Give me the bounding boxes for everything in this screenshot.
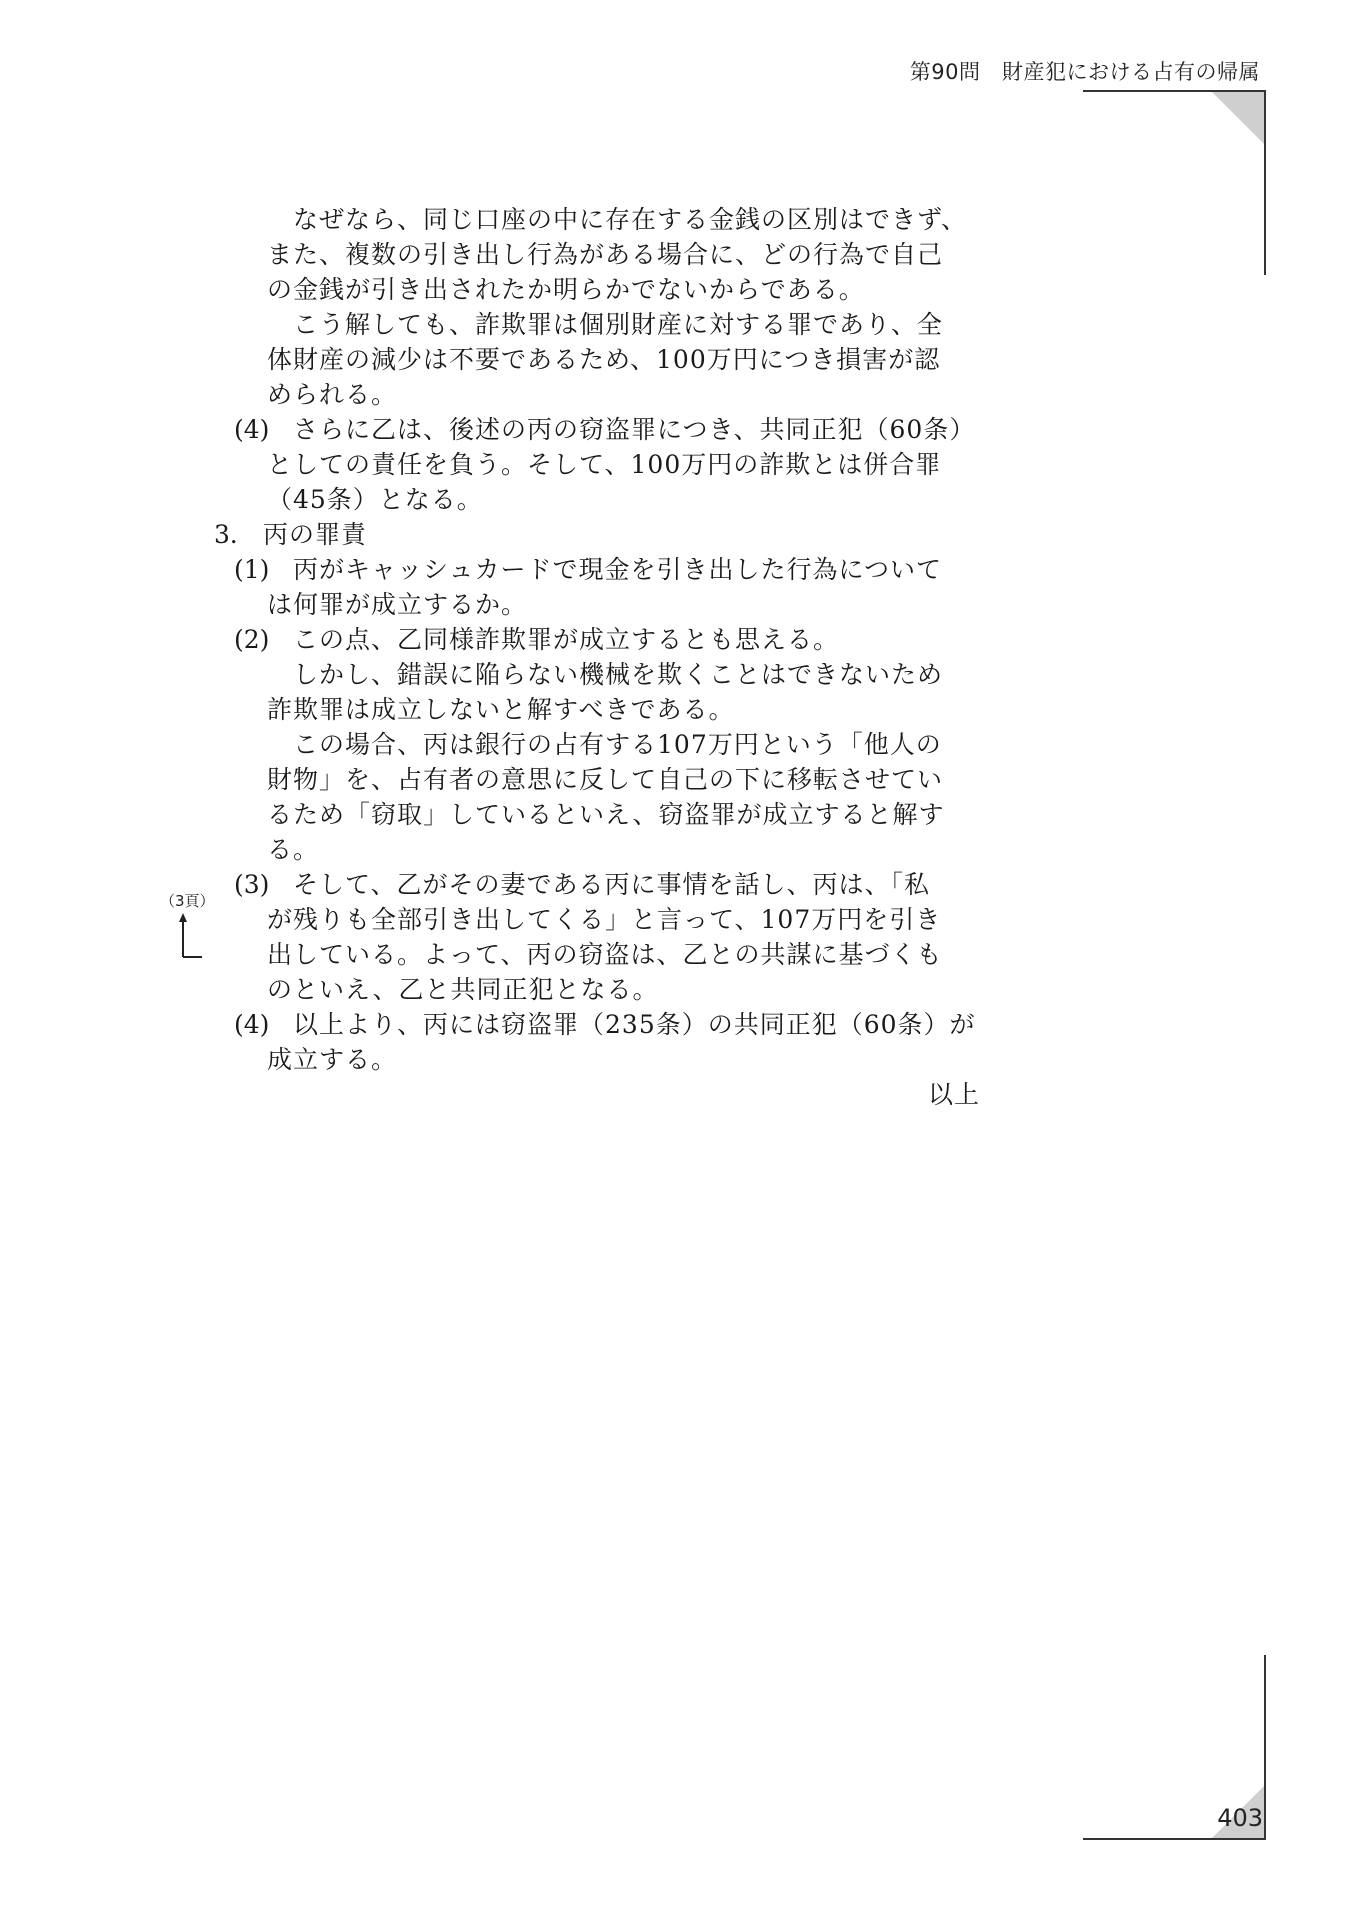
text-line: が残りも全部引き出してくる」と言って、107万円を引き — [267, 905, 942, 934]
margin-reference-note: （3頁） — [160, 892, 215, 910]
text-line: なぜなら、同じ口座の中に存在する金銭の区別はできず、 — [293, 205, 968, 234]
text-line: のといえ、乙と共同正犯となる。 — [267, 975, 659, 1004]
text-line: そして、乙がその妻である丙に事情を話し、丙は、「私 — [293, 870, 931, 899]
text-line: 財物」を、占有者の意思に反して自己の下に移転させてい — [267, 765, 944, 794]
text-line: 詐欺罪は成立しないと解すべきである。 — [267, 695, 735, 724]
text-line: さらに乙は、後述の丙の窃盗罪につき、共同正犯（60条） — [293, 415, 976, 444]
margin-rule-top — [1264, 90, 1266, 275]
item-marker: (1) — [234, 555, 270, 584]
text-line: また、複数の引き出し行為がある場合に、どの行為で自己 — [267, 240, 944, 269]
section-marker: 3． — [214, 520, 255, 549]
corner-tab-top — [1212, 92, 1264, 144]
text-line: 体財産の減少は不要であるため、100万円につき損害が認 — [267, 345, 941, 374]
text-line: るため「窃取」しているといえ、窃盗罪が成立すると解す — [267, 800, 945, 829]
page-header-title: 第90問 財産犯における占有の帰属 — [909, 60, 1260, 84]
text-line: この点、乙同様詐欺罪が成立するとも思える。 — [293, 625, 840, 654]
item-marker: (2) — [234, 625, 270, 654]
text-line: 丙がキャッシュカードで現金を引き出した行為について — [293, 555, 943, 584]
item-marker: (3) — [234, 870, 270, 899]
text-line: こう解しても、詐欺罪は個別財産に対する罪であり、全 — [293, 310, 944, 339]
text-line: は何罪が成立するか。 — [267, 590, 528, 619]
text-line: 出している。よって、丙の窃盗は、乙との共謀に基づくも — [267, 940, 943, 969]
text-line: 以上より、丙には窃盗罪（235条）の共同正犯（60条）が — [293, 1010, 976, 1039]
item-marker: (4) — [234, 415, 270, 444]
page-number: 403 — [1217, 1804, 1263, 1832]
text-line: の金銭が引き出されたか明らかでないからである。 — [267, 275, 865, 304]
text-line: 成立する。 — [267, 1045, 398, 1074]
text-line: められる。 — [267, 380, 398, 409]
text-line: この場合、丙は銀行の占有する107万円という「他人の — [293, 730, 942, 759]
text-line: としての責任を負う。そして、100万円の詐欺とは併合罪 — [267, 450, 942, 479]
text-line: しかし、錯誤に陥らない機械を欺くことはできないため — [293, 660, 944, 689]
text-line: る。 — [267, 835, 320, 864]
text-line: （45条）となる。 — [267, 485, 483, 514]
reference-arrow-icon — [178, 912, 208, 962]
margin-rule-bottom — [1264, 1655, 1266, 1840]
footer-rule — [1083, 1838, 1265, 1840]
section-heading: 丙の罪責 — [263, 520, 368, 549]
item-marker: (4) — [234, 1010, 270, 1039]
closing-text: 以上 — [928, 1080, 981, 1109]
